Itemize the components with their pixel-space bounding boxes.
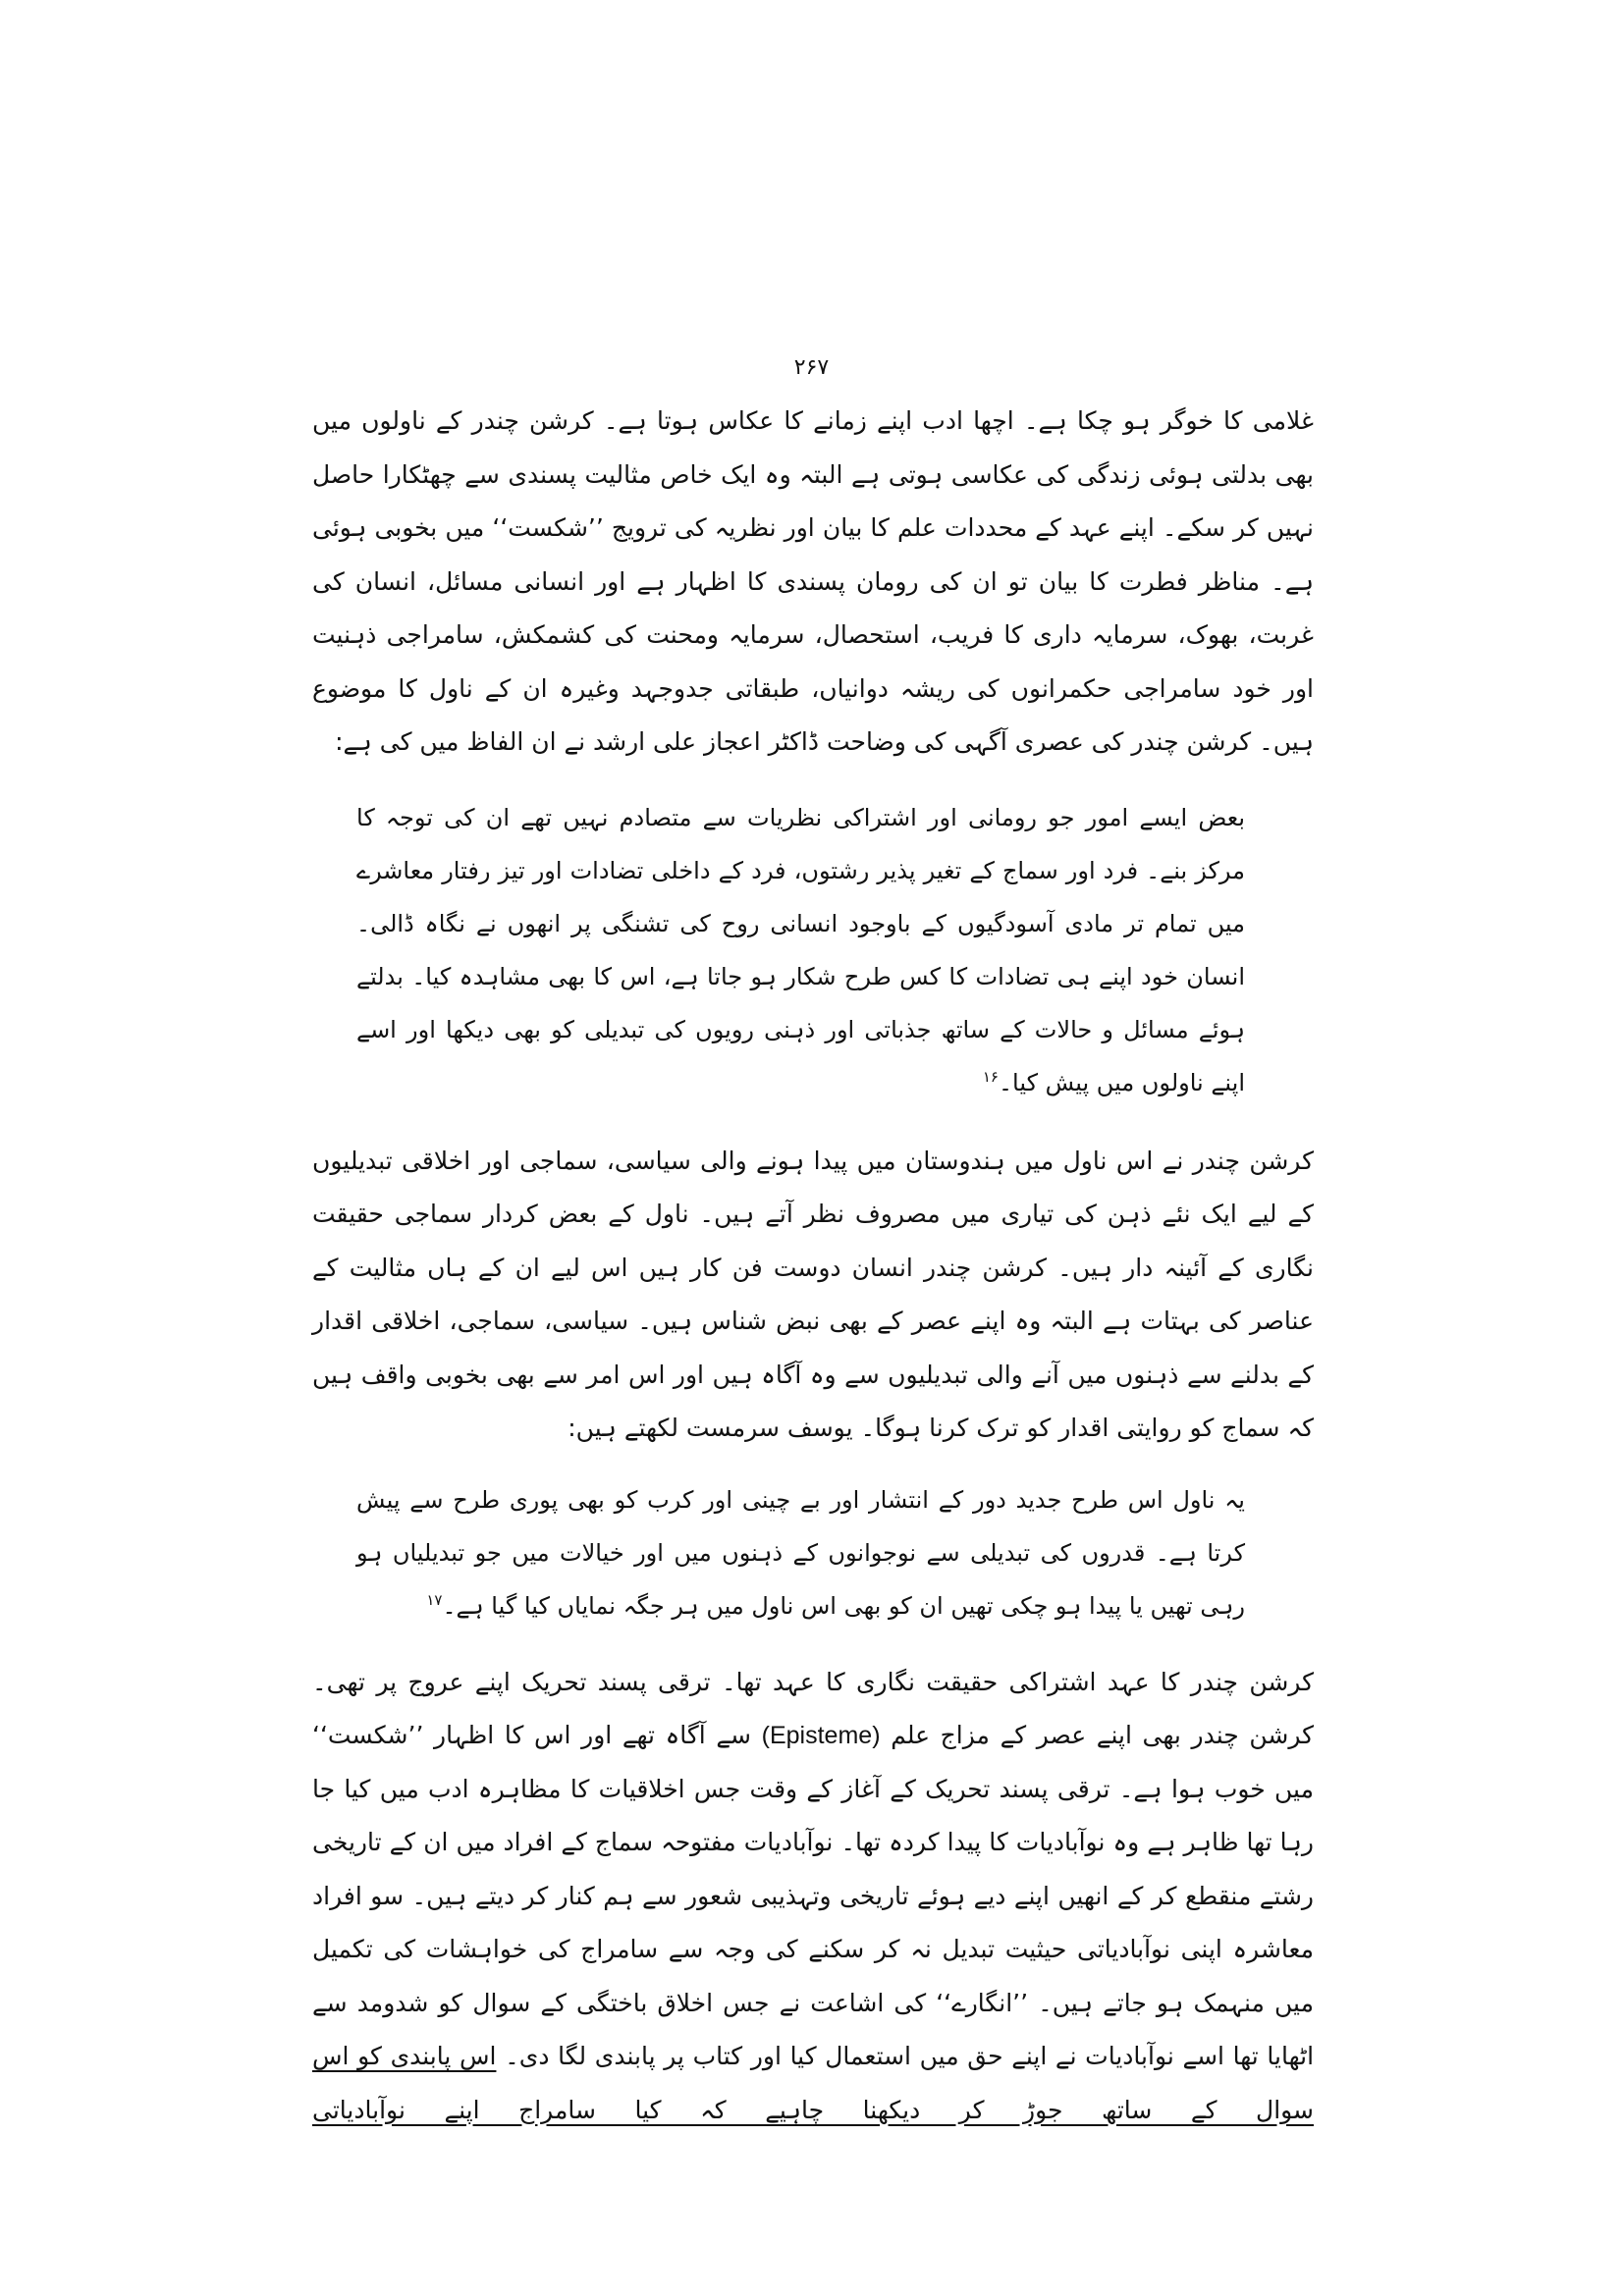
paragraph-3-text-middle: سے آگاہ تھے اور اس کا اظہار ’’شکست‘‘ میں خوب ہوا ہے۔ ترقی پسند تحریک کے آغاز کے وقت جس اخلاقیات کا مظاہرہ ادب میں کیا جا رہا تھا ظاہر ہے وہ نوآبادیات کا پیدا کردہ تھا۔ نوآبادیات مفتوحہ سماج کے افراد میں ان کے تاریخی رشتے منقطع کر کے انھیں اپنے دیے ہوئے تاریخی وتہذیبی شعور سے ہم کنار کر دیتے ہیں۔ سو افراد معاشرہ اپنی نوآبادیاتی حیثیت تبدیل نہ کر سکنے کی وجہ سے سامراج کی خواہشات کی تکمیل میں منہمک ہو جاتے ہیں۔ ’’انگارے‘‘ کی اشاعت نے جس اخلاق باختگی کے سوال کو شدومد سے اٹھایا تھا اسے نوآبادیات نے اپنے حق میں استعمال کیا اور کتاب پر پابندی لگا دی۔ [312, 1721, 1315, 2070]
page-number: ۲۶۷ [793, 355, 830, 380]
paragraph-3 [312, 1656, 1314, 2138]
block-quote-1-text: بعض ایسے امور جو رومانی اور اشتراکی نظریات سے متصادم نہیں تھے ان کی توجہ کا مرکز بنے۔ فرد اور سماج کے تغیر پذیر رشتوں، فرد کے داخلی تضادات اور تیز رفتار معاشرے میں تمام تر مادی آسودگیوں کے باوجود انسانی روح کی تشنگی پر انھوں نے نگاہ ڈالی۔ انسان خود اپنے ہی تضادات کا کس طرح شکار ہو جاتا ہے، اس کا بھی مشاہدہ کیا۔ بدلتے ہوئے مسائل و حالات کے ساتھ جذباتی اور ذہنی رویوں کی تبدیلی کو بھی دیکھا اور اسے اپنے ناولوں میں پیش کیا۔ [356, 803, 1245, 1096]
footnote-marker-17: ۱۷ [426, 1590, 443, 1609]
underlined-sentence: اس پابندی کو اس سوال کے ساتھ جوڑ کر دیکھنا چاہیے کہ کیا سامراج اپنے نوآبادیاتی [312, 2042, 1314, 2124]
block-quote-1 [356, 791, 1245, 1109]
episteme-term: (Episteme) [761, 1722, 881, 1749]
footnote-marker-16: ۱۶ [982, 1067, 999, 1086]
block-quote-2-text: یہ ناول اس طرح جدید دور کے انتشار اور بے چینی اور کرب کو بھی پوری طرح سے پیش کرتا ہے۔ قدروں کی تبدیلی سے نوجوانوں کے ذہنوں میں اور خیالات میں جو تبدیلیاں ہو رہی تھیں یا پیدا ہو چکی تھیں ان کو بھی اس ناول میں ہر جگہ نمایاں کیا گیا ہے۔ [356, 1485, 1245, 1620]
block-quote-2 [356, 1473, 1245, 1632]
paragraph-3-text-start: کرشن چندر کا عہد اشتراکی حقیقت نگاری کا عہد تھا۔ ترقی پسند تحریک اپنے عروج پر تھی۔ کرشن چندر بھی اپنے عصر کے مزاج علم [312, 1667, 1315, 1749]
paragraph-2: کرشن چندر نے اس ناول میں ہندوستان میں پیدا ہونے والی سیاسی، سماجی اور اخلاقی تبدیلیوں کے لیے ایک نئے ذہن کی تیاری میں مصروف نظر آتے ہیں۔ ناول کے بعض کردار سماجی حقیقت نگاری کے آئینہ دار ہیں۔ کرشن چندر انسان دوست فن کار ہیں اس لیے ان کے ہاں مثالیت کے عناصر کی بہتات ہے البتہ وہ اپنے عصر کے بھی نبض شناس ہیں۔ سیاسی، سماجی، اخلاقی اقدار کے بدلنے سے ذہنوں میں آنے والی تبدیلیوں سے وہ آگاہ ہیں اور اس امر سے بھی بخوبی واقف ہیں کہ سماج کو روایتی اقدار کو ترک کرنا ہوگا۔ یوسف سرمست لکھتے ہیں: [312, 1146, 1314, 1442]
page-body [312, 395, 1314, 2137]
paragraph-1: غلامی کا خوگر ہو چکا ہے۔ اچھا ادب اپنے زمانے کا عکاس ہوتا ہے۔ کرشن چندر کے ناولوں میں بھی بدلتی ہوئی زندگی کی عکاسی ہوتی ہے البتہ وہ ایک خاص مثالیت پسندی سے چھٹکارا حاصل نہیں کر سکے۔ اپنے عہد کے محددات علم کا بیان اور نظریہ کی ترویج ’’شکست‘‘ میں بخوبی ہوئی ہے۔ مناظر فطرت کا بیان تو ان کی رومان پسندی کا اظہار ہے اور انسانی مسائل، انسان کی غربت، بھوک، سرمایہ داری کا فریب، استحصال، سرمایہ ومحنت کی کشمکش، سامراجی ذہنیت اور خود سامراجی حکمرانوں کی ریشہ دوانیاں، طبقاتی جدوجہد وغیرہ ان کے ناول کا موضوع ہیں۔ کرشن چندر کی عصری آگہی کی وضاحت ڈاکٹر اعجاز علی ارشد نے ان الفاظ میں کی ہے: [312, 406, 1314, 756]
